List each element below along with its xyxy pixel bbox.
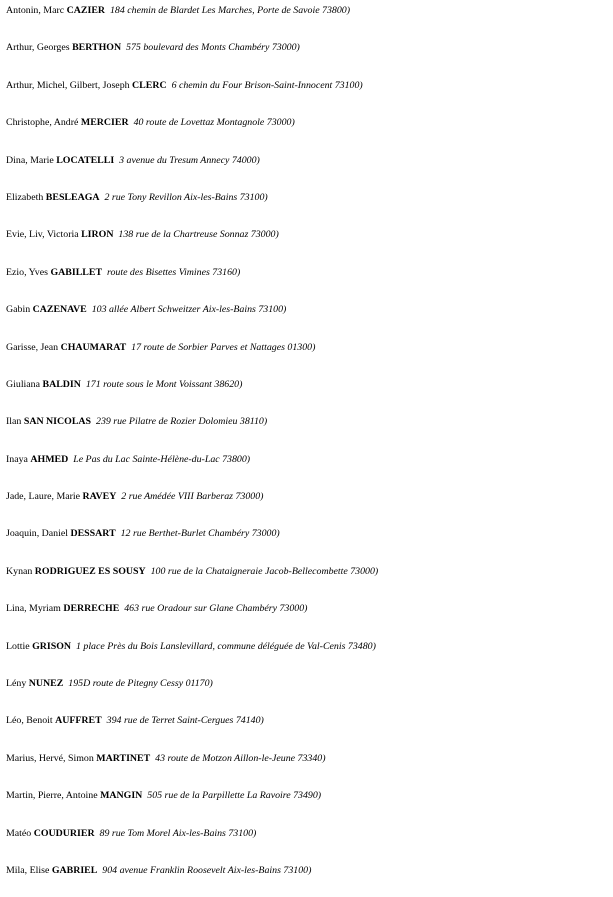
list-item (6, 224, 613, 261)
given-names: Ilan (6, 416, 22, 428)
surname: BALDIN (42, 378, 81, 390)
list-item (6, 523, 613, 560)
list-item (6, 337, 613, 374)
address: 40 route de Lovettaz Montagnole 73000) (133, 117, 295, 129)
given-names: Kynan (6, 565, 33, 577)
address: 138 rue de la Chartreuse Sonnaz 73000) (118, 229, 279, 241)
surname: RODRIGUEZ ES SOUSY (34, 565, 146, 577)
given-names: Inaya (6, 453, 28, 465)
list-item (6, 37, 613, 74)
given-names: Arthur, Michel, Gilbert, Joseph (6, 79, 130, 91)
address: 2 rue Amédée VIII Barberaz 73000) (121, 491, 264, 503)
list-item (6, 486, 613, 523)
given-names: Christophe, André (6, 117, 79, 129)
list-item (6, 262, 613, 299)
list-item (6, 860, 613, 897)
surname: SAN NICOLAS (23, 416, 92, 428)
given-names: Jade, Laure, Marie (6, 491, 81, 503)
given-names: Lény (6, 678, 27, 690)
address: 2 rue Tony Revillon Aix-les-Bains 73100) (104, 191, 268, 203)
address: 171 route sous le Mont Voissant 38620) (85, 378, 243, 390)
address: 904 avenue Franklin Roosevelt Aix-les-Bains 73100) (102, 864, 312, 876)
address: 43 route de Motzon Aillon-le-Jeune 73340) (155, 752, 326, 764)
address: 394 rue de Terret Saint-Cergues 74140) (106, 715, 264, 727)
address: 1 place Près du Bois Lanslevillard, commune déléguée de Val-Cenis 73480) (75, 640, 376, 652)
given-names: Mila, Elise (6, 864, 50, 876)
surname: GABRIEL (51, 864, 98, 876)
list-item (6, 150, 613, 187)
entry-list (6, 0, 613, 897)
list-item (6, 75, 613, 112)
list-item (6, 374, 613, 411)
surname: DERRECHE (63, 603, 120, 615)
address: 17 route de Sorbier Parves et Nattages 01300) (131, 341, 316, 353)
address: 3 avenue du Tresum Annecy 74000) (119, 154, 260, 166)
list-item (6, 785, 613, 822)
surname: BERTHON (72, 42, 122, 54)
surname: AUFFRET (55, 715, 102, 727)
address: 184 chemin de Blardet Les Marches, Porte de Savoie 73800) (109, 5, 351, 16)
surname: CHAUMARAT (60, 341, 127, 353)
surname: GABILLET (50, 266, 103, 278)
given-names: Evie, Liv, Victoria (6, 229, 79, 241)
address: 505 rue de la Parpillette La Ravoire 73490) (147, 790, 322, 802)
list-item (6, 0, 613, 37)
address: 12 rue Berthet-Burlet Chambéry 73000) (120, 528, 280, 540)
list-item (6, 187, 613, 224)
given-names: Joaquin, Daniel (6, 528, 68, 540)
address: 239 rue Pilatre de Rozier Dolomieu 38110) (96, 416, 268, 428)
list-item (6, 710, 613, 747)
surname: BESLEAGA (45, 191, 100, 203)
given-names: Elizabeth (6, 191, 44, 203)
given-names: Arthur, Georges (6, 42, 70, 54)
list-item (6, 823, 613, 860)
surname: DESSART (70, 528, 116, 540)
given-names: Antonin, Marc (6, 5, 65, 16)
surname: MARTINET (96, 752, 151, 764)
surname: GRISON (32, 640, 72, 652)
given-names: Garisse, Jean (6, 341, 59, 353)
given-names: Martin, Pierre, Antoine (6, 790, 98, 802)
surname: RAVEY (82, 491, 117, 503)
given-names: Dina, Marie (6, 154, 54, 166)
given-names: Léo, Benoit (6, 715, 53, 727)
list-item (6, 112, 613, 149)
list-item (6, 636, 613, 673)
surname: LIRON (81, 229, 114, 241)
address: 575 boulevard des Monts Chambéry 73000) (126, 42, 300, 54)
surname: CAZIER (66, 5, 106, 16)
list-item (6, 598, 613, 635)
address: 6 chemin du Four Brison-Saint-Innocent 73100) (171, 79, 363, 91)
address: 103 allée Albert Schweitzer Aix-les-Bains 73100) (91, 304, 287, 316)
address: Le Pas du Lac Sainte-Hélène-du-Lac 73800) (73, 453, 251, 465)
given-names: Matéo (6, 827, 32, 839)
list-item (6, 299, 613, 336)
given-names: Lina, Myriam (6, 603, 61, 615)
surname: MERCIER (80, 117, 129, 129)
list-item (6, 411, 613, 448)
given-names: Gabin (6, 304, 31, 316)
list-item (6, 748, 613, 785)
surname: CLERC (132, 79, 167, 91)
address: 89 rue Tom Morel Aix-les-Bains 73100) (99, 827, 257, 839)
list-item (6, 673, 613, 710)
given-names: Giuliana (6, 378, 41, 390)
list-item (6, 561, 613, 598)
surname: CAZENAVE (32, 304, 87, 316)
given-names: Marius, Hervé, Simon (6, 752, 94, 764)
address: 463 rue Oradour sur Glane Chambéry 73000) (124, 603, 308, 615)
address: 100 rue de la Chataigneraie Jacob-Bellecombette 73000) (150, 565, 379, 577)
given-names: Ezio, Yves (6, 266, 48, 278)
address: route des Bisettes Vimines 73160) (106, 266, 241, 278)
given-names: Lottie (6, 640, 30, 652)
surname: NUNEZ (28, 678, 64, 690)
surname: LOCATELLI (56, 154, 115, 166)
surname: AHMED (30, 453, 69, 465)
list-item (6, 449, 613, 486)
surname: COUDURIER (33, 827, 95, 839)
surname: MANGIN (100, 790, 143, 802)
address: 195D route de Pitegny Cessy 01170) (68, 678, 213, 690)
